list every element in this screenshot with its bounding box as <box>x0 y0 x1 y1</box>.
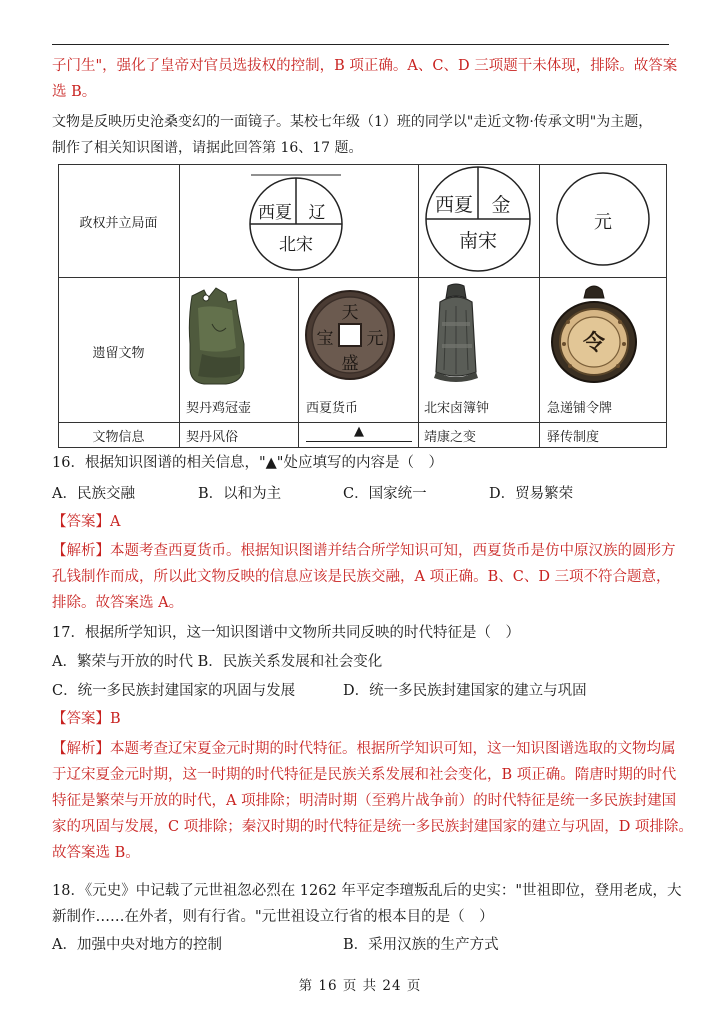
relic-info-token: 驿传制度 <box>547 430 600 445</box>
circle1-label-liao: 辽 <box>308 203 326 223</box>
regime-circle-liao-song <box>246 174 346 274</box>
q16-option-d: D．贸易繁荣 <box>489 486 574 502</box>
q16-analysis-2: 孔钱制作而成，所以此文物反映的信息应该是民族交融，A 项正确。B、C、D 三项不符合题意， <box>52 569 671 585</box>
circle2-label-jin: 金 <box>491 194 511 216</box>
q18-option-b: B．采用汉族的生产方式 <box>343 937 499 953</box>
coin-char-bottom: 盛 <box>341 354 359 374</box>
intro-line-2: 制作了相关知识图谱，请据此回答第 16、17 题。 <box>52 140 363 156</box>
q16-answer: 【答案】A <box>52 514 121 530</box>
q17-option-d: D．统一多民族封建国家的建立与巩固 <box>343 683 587 699</box>
q16-stem: 16．根据知识图谱的相关信息，"▲"处应填写的内容是（ ） <box>52 455 443 471</box>
carry-text-1: 子门生"，强化了皇帝对官员选拔权的控制，B 项正确。A、C、D 三项题干未体现，排除。故答案 <box>52 58 678 74</box>
header-rule <box>52 44 669 45</box>
q17-analysis-4: 家的巩固与发展，C 项排除；秦汉时期的时代特征是统一多民族封建国家的建立与巩固，D 项排除。 <box>52 819 693 835</box>
token-char: 令 <box>582 330 605 356</box>
relic-name-coin: 西夏货币 <box>306 401 359 416</box>
row-label-relics: 遗留文物 <box>92 346 145 361</box>
q16-option-b: B．以和为主 <box>198 486 282 502</box>
q18-option-a: A．加强中央对地方的控制 <box>52 937 222 953</box>
cockscomb-pot-icon <box>182 284 252 388</box>
circle2-label-xixia: 西夏 <box>434 194 473 216</box>
coin-char-right: 元 <box>366 329 384 349</box>
page-number: 第 16 页 共 24 页 <box>298 978 422 994</box>
q16-option-c: C．国家统一 <box>343 486 427 502</box>
row-label-info: 文物信息 <box>92 430 145 445</box>
carry-text-2: 选 B。 <box>52 84 97 100</box>
q16-analysis-1: 【解析】本题考查西夏货币。根据知识图谱并结合所学知识可知，西夏货币是仿中原汉族的圆形方 <box>52 543 676 559</box>
q18-stem-2: 新制作……在外者，则有行省。"元世祖设立行省的根本目的是（ ） <box>52 909 494 925</box>
q17-answer: 【答案】B <box>52 711 121 727</box>
regime-circle-yuan <box>555 171 651 267</box>
q17-option-c: C．统一多民族封建国家的巩固与发展 <box>52 683 296 699</box>
q17-analysis-2: 于辽宋夏金元时期，这一时期的时代特征是民族关系发展和社会变化，B 项正确。隋唐时期的时代 <box>52 767 677 783</box>
coin-char-left: 宝 <box>316 329 334 349</box>
row-label-regimes: 政权并立局面 <box>79 216 158 231</box>
q17-analysis-3: 特征是繁荣与开放的时代，A 项排除；明清时期（至鸦片战争前）的时代特征是统一多民族封建国 <box>52 793 677 809</box>
q16-analysis-3: 排除。故答案选 A。 <box>52 595 184 611</box>
relic-name-bell: 北宋卤簿钟 <box>424 401 490 416</box>
relic-info-pot: 契丹风俗 <box>186 430 239 445</box>
relic-name-token: 急递铺令牌 <box>547 401 613 416</box>
relic-name-pot: 契丹鸡冠壶 <box>186 401 252 416</box>
q17-options-ab: A．繁荣与开放的时代 B．民族关系发展和社会变化 <box>52 654 383 670</box>
q18-stem-1: 18．《元史》中记载了元世祖忽必烈在 1262 年平定李璮叛乱后的史实："世祖即位，登用老成，大 <box>52 883 682 899</box>
token-icon <box>546 282 642 386</box>
intro-line-1: 文物是反映历史沧桑变幻的一面镜子。某校七年级（1）班的同学以"走近文物·传承文明"为主题， <box>52 114 653 130</box>
circle1-label-beisong: 北宋 <box>279 235 313 255</box>
q17-analysis-1: 【解析】本题考查辽宋夏金元时期的时代特征。根据所学知识可知，这一知识图谱选取的文物均属 <box>52 741 676 757</box>
coin-icon <box>304 289 396 381</box>
q17-analysis-5: 故答案选 B。 <box>52 845 140 861</box>
knowledge-map-table <box>58 164 667 448</box>
q17-stem: 17．根据所学知识，这一知识图谱中文物所共同反映的时代特征是（ ） <box>52 625 520 641</box>
circle2-label-nansong: 南宋 <box>458 230 497 252</box>
regime-circle-jin-song <box>423 164 533 274</box>
relic-info-coin-blank: ▲ <box>354 424 364 439</box>
blank-underline <box>306 441 412 442</box>
relic-info-bell: 靖康之变 <box>424 430 477 445</box>
q16-option-a: A．民族交融 <box>52 486 135 502</box>
coin-char-top: 天 <box>341 303 359 323</box>
circle3-label-yuan: 元 <box>594 212 612 233</box>
bell-icon <box>426 282 486 386</box>
circle1-label-xixia: 西夏 <box>258 203 292 223</box>
